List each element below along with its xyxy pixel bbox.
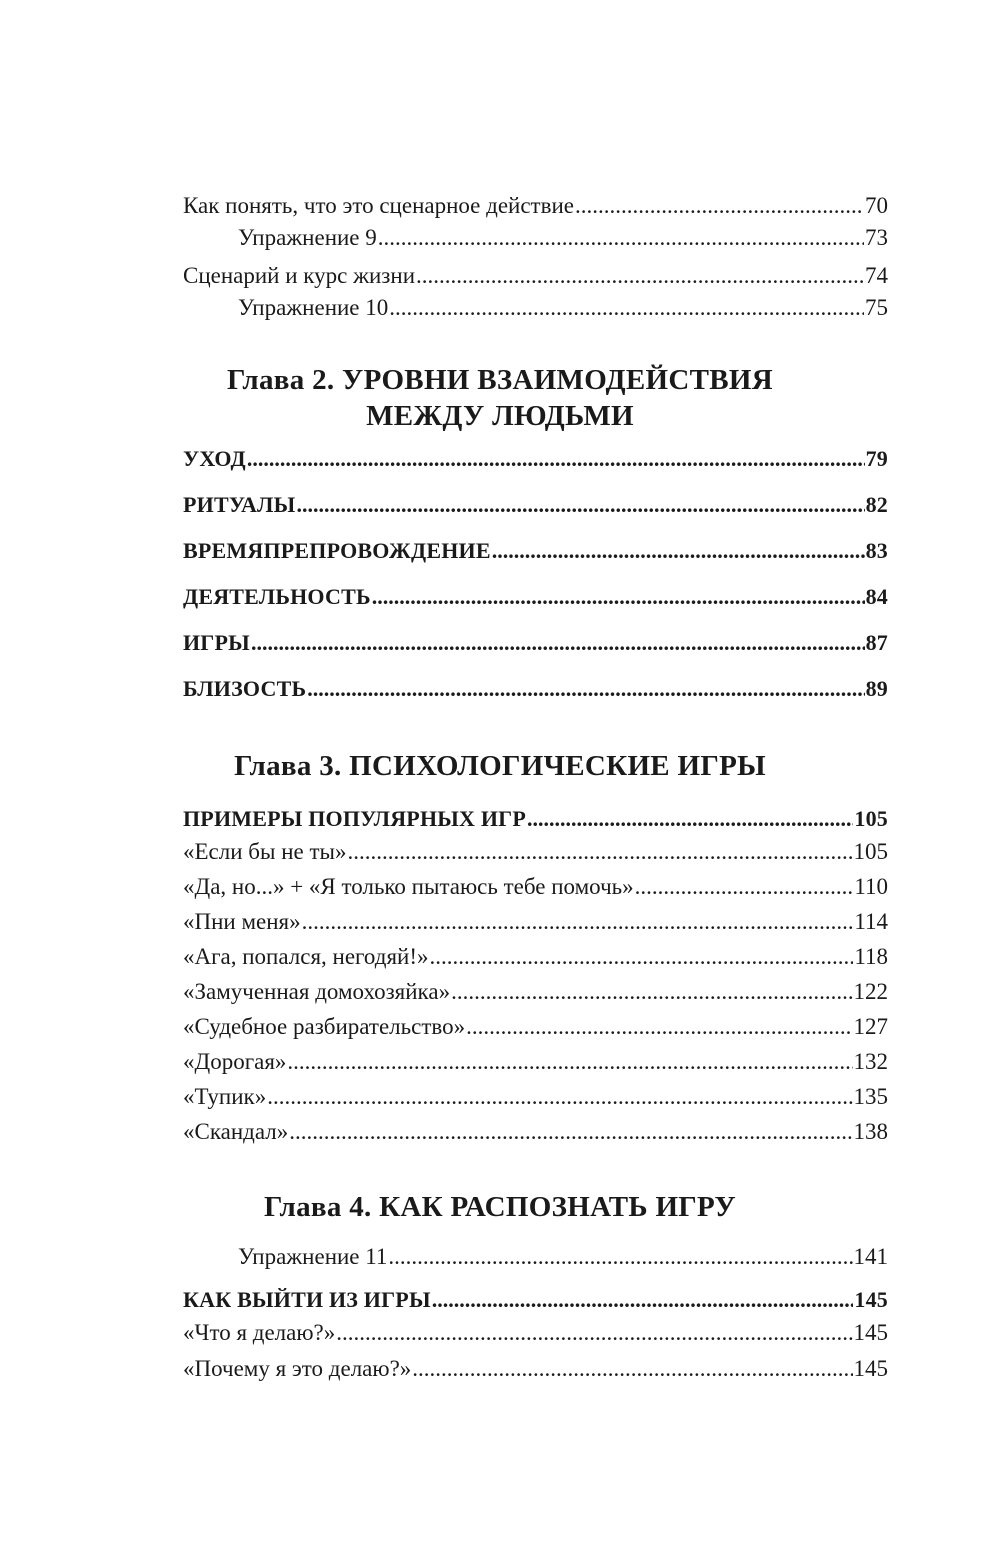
toc-entry-title: Упражнение 10 <box>238 295 389 320</box>
toc-entry <box>183 581 888 613</box>
toc-entry-page: 79 <box>865 446 888 471</box>
toc-entry <box>238 1241 888 1273</box>
toc-entry-title: ПРИМЕРЫ ПОПУЛЯРНЫХ ИГР <box>183 806 526 831</box>
leader-dots <box>388 1241 852 1273</box>
toc-entry-title: РИТУАЛЫ <box>183 492 296 517</box>
toc-entry-page: 145 <box>853 1320 888 1345</box>
toc-section <box>183 803 888 835</box>
toc-entry-title: ВРЕМЯПРЕПРОВОЖДЕНИЕ <box>183 538 491 563</box>
leader-dots <box>289 1116 852 1148</box>
leader-dots <box>247 443 865 475</box>
leader-dots <box>466 1011 852 1043</box>
chapter-heading: Глава 4. КАК РАСПОЗНАТЬ ИГРУ <box>264 1191 736 1223</box>
toc-entry <box>238 222 888 254</box>
toc-entry <box>183 906 888 938</box>
toc-entry-page: 114 <box>854 909 888 934</box>
toc-entry-title: «Замученная домохозяйка» <box>183 979 451 1004</box>
toc-entry <box>238 292 888 324</box>
toc-entry <box>183 489 888 521</box>
toc-entry-title: «Судебное разбирательство» <box>183 1014 466 1039</box>
leader-dots <box>296 489 864 521</box>
leader-dots <box>347 836 852 868</box>
leader-dots <box>372 581 865 613</box>
leader-dots <box>302 906 854 938</box>
toc-entry-page: 73 <box>865 225 888 250</box>
toc-entry-title: Упражнение 9 <box>238 225 377 250</box>
toc-entry-page: 105 <box>854 806 888 831</box>
toc-entry-page: 84 <box>865 584 888 609</box>
toc-entry-page: 74 <box>865 263 888 288</box>
leader-dots <box>416 260 864 292</box>
toc-entry-title: «Дорогая» <box>183 1049 287 1074</box>
toc-entry-title: Сценарий и курс жизни <box>183 263 416 288</box>
leader-dots <box>378 222 864 254</box>
toc-entry-title: «Что я делаю?» <box>183 1320 336 1345</box>
toc-entry <box>183 976 888 1008</box>
chapter-heading: Глава 3. ПСИХОЛОГИЧЕСКИЕ ИГРЫ <box>234 750 766 782</box>
toc-entry-title: «Почему я это делаю?» <box>183 1356 412 1381</box>
leader-dots <box>451 976 852 1008</box>
toc-entry-page: 138 <box>853 1119 888 1144</box>
toc-entry-title: «Скандал» <box>183 1119 289 1144</box>
leader-dots <box>575 190 864 222</box>
leader-dots <box>267 1081 852 1113</box>
toc-entry-page: 87 <box>865 630 888 655</box>
toc-section <box>183 1284 888 1316</box>
leader-dots <box>389 292 864 324</box>
toc-entry-title: ДЕЯТЕЛЬНОСТЬ <box>183 584 371 609</box>
toc-entry-title: «Пни меня» <box>183 909 301 934</box>
toc-entry-page: 145 <box>853 1356 888 1381</box>
toc-entry-title: КАК ВЫЙТИ ИЗ ИГРЫ <box>183 1287 431 1312</box>
toc-entry <box>183 260 888 292</box>
toc-entry-title: Упражнение 11 <box>238 1244 388 1269</box>
leader-dots <box>430 941 854 973</box>
toc-entry <box>183 1046 888 1078</box>
leader-dots <box>492 535 865 567</box>
leader-dots <box>287 1046 852 1078</box>
toc-entry-title: «Ага, попался, негодяй!» <box>183 944 429 969</box>
leader-dots <box>251 627 865 659</box>
toc-entry-title: «Тупик» <box>183 1084 267 1109</box>
toc-entry-page: 75 <box>865 295 888 320</box>
toc-entry <box>183 190 888 222</box>
toc-entry <box>183 673 888 705</box>
toc-entry-page: 141 <box>853 1244 888 1269</box>
toc-entry <box>183 1116 888 1148</box>
toc-entry-page: 118 <box>854 944 888 969</box>
chapter-heading: Глава 2. УРОВНИ ВЗАИМОДЕЙСТВИЯ <box>226 364 774 396</box>
toc-entry-title: «Да, но...» + «Я только пытаюсь тебе помочь» <box>183 874 634 899</box>
toc-entry-page: 122 <box>853 979 888 1004</box>
toc-entry-page: 110 <box>854 874 888 899</box>
toc-entry-page: 145 <box>854 1287 888 1312</box>
leader-dots <box>307 673 864 705</box>
toc-entry-title: ИГРЫ <box>183 630 250 655</box>
leader-dots <box>635 871 854 903</box>
toc-entry <box>183 836 888 868</box>
toc-entry-page: 132 <box>853 1049 888 1074</box>
toc-entry <box>183 1011 888 1043</box>
toc-entry <box>183 871 888 903</box>
toc-entry <box>183 1317 888 1349</box>
toc-entry-page: 83 <box>865 538 888 563</box>
toc-entry <box>183 941 888 973</box>
toc-entry-title: «Если бы не ты» <box>183 839 347 864</box>
leader-dots <box>336 1317 852 1349</box>
toc-entry-page: 82 <box>865 492 888 517</box>
toc-entry <box>183 1353 888 1385</box>
toc-entry-page: 89 <box>865 676 888 701</box>
toc-entry <box>183 627 888 659</box>
toc-entry-title: Как понять, что это сценарное действие <box>183 193 574 218</box>
toc-entry-page: 127 <box>853 1014 888 1039</box>
leader-dots <box>432 1284 854 1316</box>
toc-entry <box>183 535 888 567</box>
leader-dots <box>527 803 853 835</box>
toc-entry <box>183 443 888 475</box>
toc-entry-title: БЛИЗОСТЬ <box>183 676 307 701</box>
toc-entry-title: УХОД <box>183 446 246 471</box>
toc-entry-page: 70 <box>865 193 888 218</box>
chapter-heading-line2: МЕЖДУ ЛЮДЬМИ <box>366 400 634 432</box>
toc-entry <box>183 1081 888 1113</box>
toc-entry-page: 105 <box>853 839 888 864</box>
leader-dots <box>412 1353 852 1385</box>
toc-entry-page: 135 <box>853 1084 888 1109</box>
